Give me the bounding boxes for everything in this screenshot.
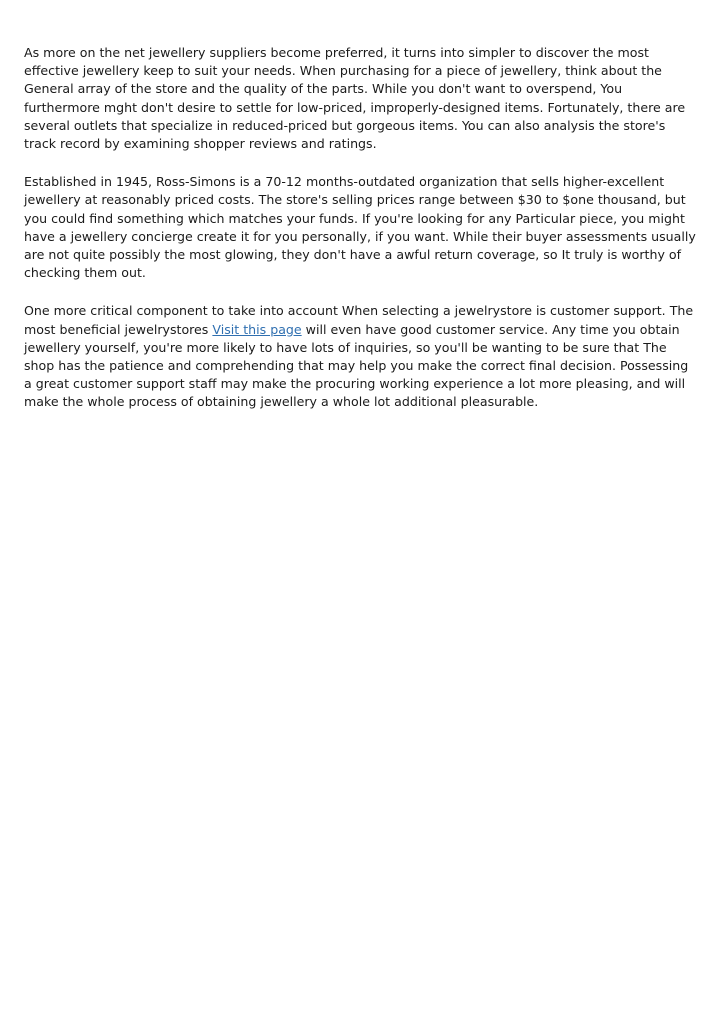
article-body: [24, 44, 696, 432]
paragraph-1: As more on the net jewellery suppliers become preferred, it turns into simpler to discover the most effective jewellery keep to suit your needs. When purchasing for a piece of jewellery, think about the General array of the store and the quality of the parts. While you don't want to overspend, You furthermore mght don't desire to settle for low-priced, improperly-designed items. Fortunately, there are several outlets that specialize in reduced-priced but gorgeous items. You can also analysis the store's track record by examining shopper reviews and ratings.: [24, 45, 686, 152]
paragraph-3-text-before-link: One more critical component to take into account When selecting a jewelrystore is customer support. The most beneficial jewelrystores: [24, 303, 694, 337]
paragraph-3: [24, 302, 696, 411]
paragraph-2: Established in 1945, Ross-Simons is a 70-12 months-outdated organization that sells higher-excellent jewellery at reasonably priced costs. The store's selling prices range between $30 to $one thousand, but you could find something which matches your funds. If you're looking for any Particular piece, you might have a jewellery concierge create it for you personally, if you want. While their buyer assessments usually are not quite possibly the most glowing, they don't have a awful return coverage, so It truly is worthy of checking them out.: [24, 174, 696, 281]
paragraph-3-text-after-link: will even have good customer service. Any time you obtain jewellery yourself, you're more likely to have lots of inquiries, so you'll be wanting to be sure that The shop has the patience and comprehending that may help you make the correct final decision. Possessing a great customer support staff may make the procuring working experience a lot more pleasing, and will make the whole process of obtaining jewellery a whole lot additional pleasurable.: [24, 321, 689, 410]
visit-this-page-link[interactable]: Visit this page: [212, 321, 302, 337]
